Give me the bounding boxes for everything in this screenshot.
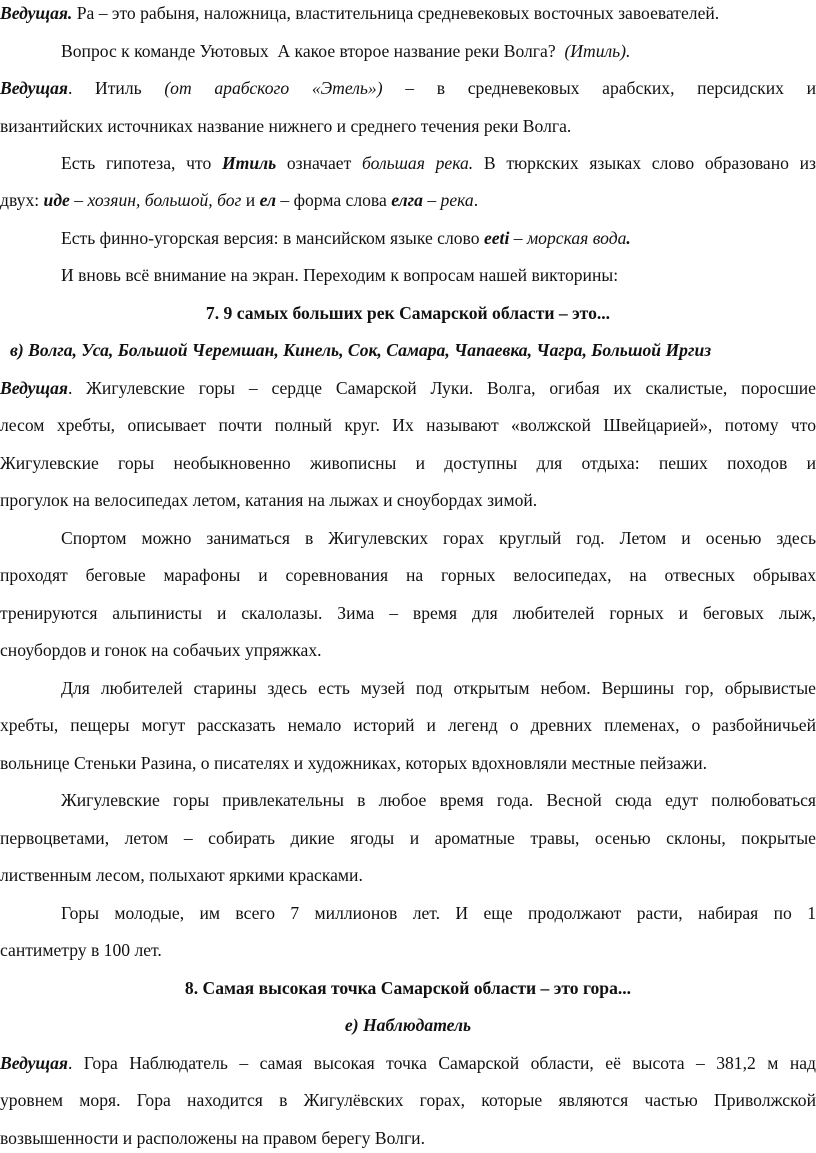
term-itil: Итиль [221,153,277,173]
paragraph-hypothesis-line2: двух: иде – хозяин, большой, бог и ел – форма слова елга – река. [0,190,479,210]
speaker-label: Ведущая. [0,3,73,23]
speaker-label: Ведущая [0,78,68,98]
speaker-label: Ведущая [0,378,68,398]
paragraph-hypothesis-line1: Есть гипотеза, что Итиль означает большая река. В тюркских языках слово образовано из [61,153,816,173]
paragraph-observer-line2: уровнем моря. Гора находится в Жигулёвских горах, которые являются частью Приволжской [0,1090,816,1110]
paragraph-young-mountains-line1: Горы молодые, им всего 7 миллионов лет. И еще продолжают расти, набирая по 1 [61,903,816,923]
paragraph-observer-line1: Ведущая. Гора Наблюдатель – самая высокая точка Самарской области, её высота – 381,2 м над [0,1053,816,1073]
paragraph-sport-line1: Спортом можно заниматься в Жигулевских горах круглый год. Летом и осенью здесь [61,528,816,548]
paragraph-text: Ра – это рабыня, наложница, властительница средневековых восточных завоевателей. [72,3,720,23]
paragraph-itil-line2: византийских источниках название нижнего и среднего течения реки Волга. [0,116,572,136]
paragraph-zhiguli-line2: лесом хребты, описывает почти полный круг. Их называют «волжской Швейцарией», потому что [0,415,816,435]
etymology: (от арабского «Этель») [164,78,383,98]
term-eeti: eeti [483,228,510,248]
question-8-answer: е) Наблюдатель [344,1015,472,1035]
paragraph-seasons-line1: Жигулевские горы привлекательны в любое время года. Весной сюда едут полюбоваться [61,790,816,810]
paragraph-young-mountains-line2: сантиметру в 100 лет. [0,940,162,960]
question-7-heading: 7. 9 самых больших рек Самарской области – это... [205,303,611,323]
term-elga: елга [391,190,423,210]
paragraph-seasons-line3: лиственным лесом, полыхают яркими красками. [0,865,363,885]
term-el: ел [259,190,276,210]
paragraph-sport-line3: тренируются альпинисты и скалолазы. Зима – время для любителей горных и беговых лыж, [0,603,816,623]
paragraph-intro-ra [0,2,816,24]
question-8-heading: 8. Самая высокая точка Самарской области – это гора... [184,978,632,998]
speaker-label: Ведущая [0,1053,68,1073]
term-meaning: морская вода [526,228,627,248]
question-uyutovs [61,40,816,62]
paragraph-zhiguli-line3: Жигулевские горы необыкновенно живописны и доступны для отдыха: пеших походов и [0,453,816,473]
question-7-answer: в) Волга, Уса, Большой Черемшан, Кинель, Сок, Самара, Чапаевка, Чагра, Большой Иргиз [10,340,712,360]
question-answer: (Итиль). [564,41,631,61]
question-team: Вопрос к команде Уютовых [61,41,269,61]
paragraph-sport-line2: проходят беговые марафоны и соревнования на горных велосипедах, на отвесных обрывах [0,565,816,585]
paragraph-finno-ugric: Есть финно-угорская версия: в мансийском языке слово eeti – морская вода. [61,228,631,248]
paragraph-antiquity-line1: Для любителей старины здесь есть музей под открытым небом. Вершины гор, обрывистые [61,678,816,698]
paragraph-itil-line1: Ведущая. Итиль (от арабского «Этель») – в средневековых арабских, персидских и [0,78,816,98]
paragraph-seasons-line2: первоцветами, летом – собирать дикие ягоды и ароматные травы, осенью склоны, покрытые [0,828,816,848]
paragraph-zhiguli-line1: Ведущая. Жигулевские горы – сердце Самарской Луки. Волга, огибая их скалистые, поросшие [0,378,816,398]
paragraph-sport-line4: сноубордов и гонок на собачьих упряжках. [0,640,322,660]
paragraph-screen: И вновь всё внимание на экран. Переходим к вопросам нашей викторины: [61,265,619,285]
term-ide: иде [43,190,70,210]
paragraph-observer-line3: возвышенности и расположены на правом берегу Волги. [0,1128,425,1148]
question-text: А какое второе название реки Волга? [277,41,556,61]
paragraph-antiquity-line3: вольнице Стеньки Разина, о писателях и художниках, которых вдохновляли местные пейзажи. [0,753,708,773]
paragraph-antiquity-line2: хребты, пещеры могут рассказать немало историй и легенд о древних племенах, о разбойничьей [0,715,816,735]
term-meaning: большая река. [362,153,474,173]
paragraph-zhiguli-line4: прогулок на велосипедах летом, катания на лыжах и сноубордах зимой. [0,490,538,510]
